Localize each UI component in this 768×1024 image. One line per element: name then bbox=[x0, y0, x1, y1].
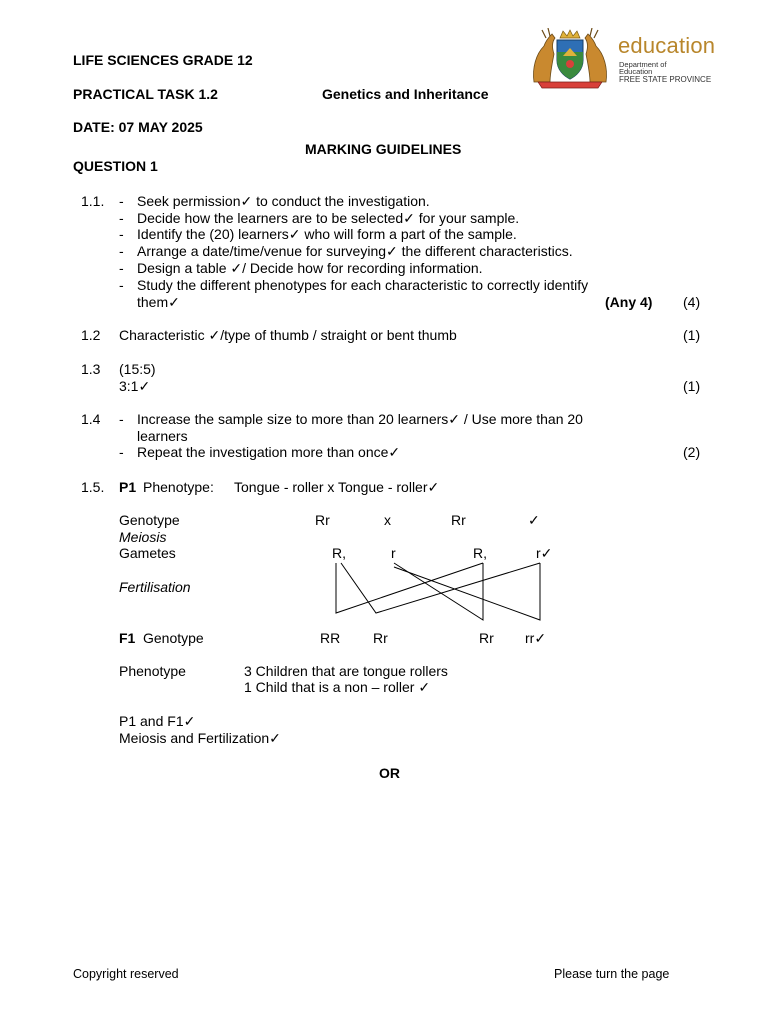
bullet-dash: - bbox=[119, 243, 124, 259]
q1-4-number: 1.4 bbox=[81, 411, 101, 427]
topic-title: Genetics and Inheritance bbox=[322, 86, 489, 102]
f1-genotype: Rr bbox=[479, 630, 494, 646]
q1-4-item-continued: learners bbox=[137, 428, 188, 444]
q1-3-working: (15:5) bbox=[119, 361, 156, 377]
q1-4-item: Increase the sample size to more than 20 learners✓ / Use more than 20 bbox=[137, 411, 583, 427]
meiosis-label: Meiosis bbox=[119, 529, 167, 545]
q1-4-marks: (2) bbox=[683, 444, 701, 460]
p1-genotype-right: Rr bbox=[451, 512, 466, 528]
gametes-label: Gametes bbox=[119, 545, 176, 561]
q1-2-marks: (1) bbox=[683, 327, 701, 343]
f1-phenotype-line2: 1 Child that is a non – roller ✓ bbox=[244, 679, 431, 695]
date-line: DATE: 07 MAY 2025 bbox=[73, 119, 203, 135]
p1-label: P1 bbox=[119, 479, 137, 495]
q1-1-item: Seek permission✓ to conduct the investigation. bbox=[137, 193, 430, 209]
f1-label: F1 bbox=[119, 630, 136, 646]
cross-symbol: x bbox=[384, 512, 391, 528]
f1-genotype-label: Genotype bbox=[143, 630, 204, 646]
q1-5-number: 1.5. bbox=[81, 479, 105, 495]
question-heading: QUESTION 1 bbox=[73, 158, 158, 174]
genotype-label: Genotype bbox=[119, 512, 180, 528]
q1-3-marks: (1) bbox=[683, 378, 701, 394]
note-meiosis-fertilization: Meiosis and Fertilization✓ bbox=[119, 730, 281, 746]
bullet-dash: - bbox=[119, 444, 124, 460]
genotype-tick: ✓ bbox=[528, 512, 540, 528]
task-title: PRACTICAL TASK 1.2 bbox=[73, 86, 218, 102]
note-p1-f1: P1 and F1✓ bbox=[119, 713, 196, 729]
q1-1-item: Decide how the learners are to be selected✓ for your sample. bbox=[137, 210, 520, 226]
bullet-dash: - bbox=[119, 260, 124, 276]
footer-turn-page: Please turn the page bbox=[554, 967, 670, 981]
p1-genotype-left: Rr bbox=[315, 512, 330, 528]
gamete: R, bbox=[332, 545, 346, 561]
logo-dept-line2: Education bbox=[619, 67, 653, 76]
f1-genotype: Rr bbox=[373, 630, 388, 646]
q1-4-item: Repeat the investigation more than once✓ bbox=[137, 444, 401, 460]
q1-1-item: Identify the (20) learners✓ who will form a part of the sample. bbox=[137, 226, 517, 242]
gamete: R, bbox=[473, 545, 487, 561]
bullet-dash: - bbox=[119, 411, 124, 427]
bullet-dash: - bbox=[119, 277, 124, 293]
footer-copyright: Copyright reserved bbox=[73, 967, 179, 981]
q1-2-answer: Characteristic ✓/type of thumb / straight or bent thumb bbox=[119, 327, 457, 343]
bullet-dash: - bbox=[119, 226, 124, 242]
f1-genotype: rr✓ bbox=[525, 630, 547, 646]
logo-province: FREE STATE PROVINCE bbox=[619, 75, 712, 84]
q1-1-item: Arrange a date/time/venue for surveying✓ the different characteristics. bbox=[137, 243, 573, 259]
page-title: MARKING GUIDELINES bbox=[305, 141, 462, 157]
any-4-label: (Any 4) bbox=[605, 294, 653, 310]
subject-title: LIFE SCIENCES GRADE 12 bbox=[73, 52, 253, 68]
logo-dept-line1: Department of bbox=[619, 60, 667, 69]
bullet-dash: - bbox=[119, 193, 124, 209]
q1-3-answer: 3:1✓ bbox=[119, 378, 151, 394]
p1-phenotype-value: Tongue - roller x Tongue - roller✓ bbox=[234, 479, 440, 495]
gamete: r✓ bbox=[536, 545, 553, 561]
or-separator: OR bbox=[379, 765, 400, 781]
p1-phenotype-label: Phenotype: bbox=[143, 479, 214, 495]
q1-2-number: 1.2 bbox=[81, 327, 101, 343]
f1-phenotype-label: Phenotype bbox=[119, 663, 186, 679]
f1-phenotype-line1: 3 Children that are tongue rollers bbox=[244, 663, 448, 679]
q1-1-marks: (4) bbox=[683, 294, 701, 310]
q1-1-number: 1.1. bbox=[81, 193, 105, 209]
logo-wordmark: education bbox=[618, 33, 716, 58]
q1-1-item: Design a table ✓/ Decide how for recording information. bbox=[137, 260, 483, 276]
f1-genotype: RR bbox=[320, 630, 341, 646]
q1-1-item-continued: them✓ bbox=[137, 294, 180, 310]
fertilisation-label: Fertilisation bbox=[119, 579, 191, 595]
q1-1-item: Study the different phenotypes for each characteristic to correctly identify bbox=[137, 277, 589, 293]
bullet-dash: - bbox=[119, 210, 124, 226]
q1-3-number: 1.3 bbox=[81, 361, 101, 377]
gamete: r bbox=[391, 545, 396, 561]
